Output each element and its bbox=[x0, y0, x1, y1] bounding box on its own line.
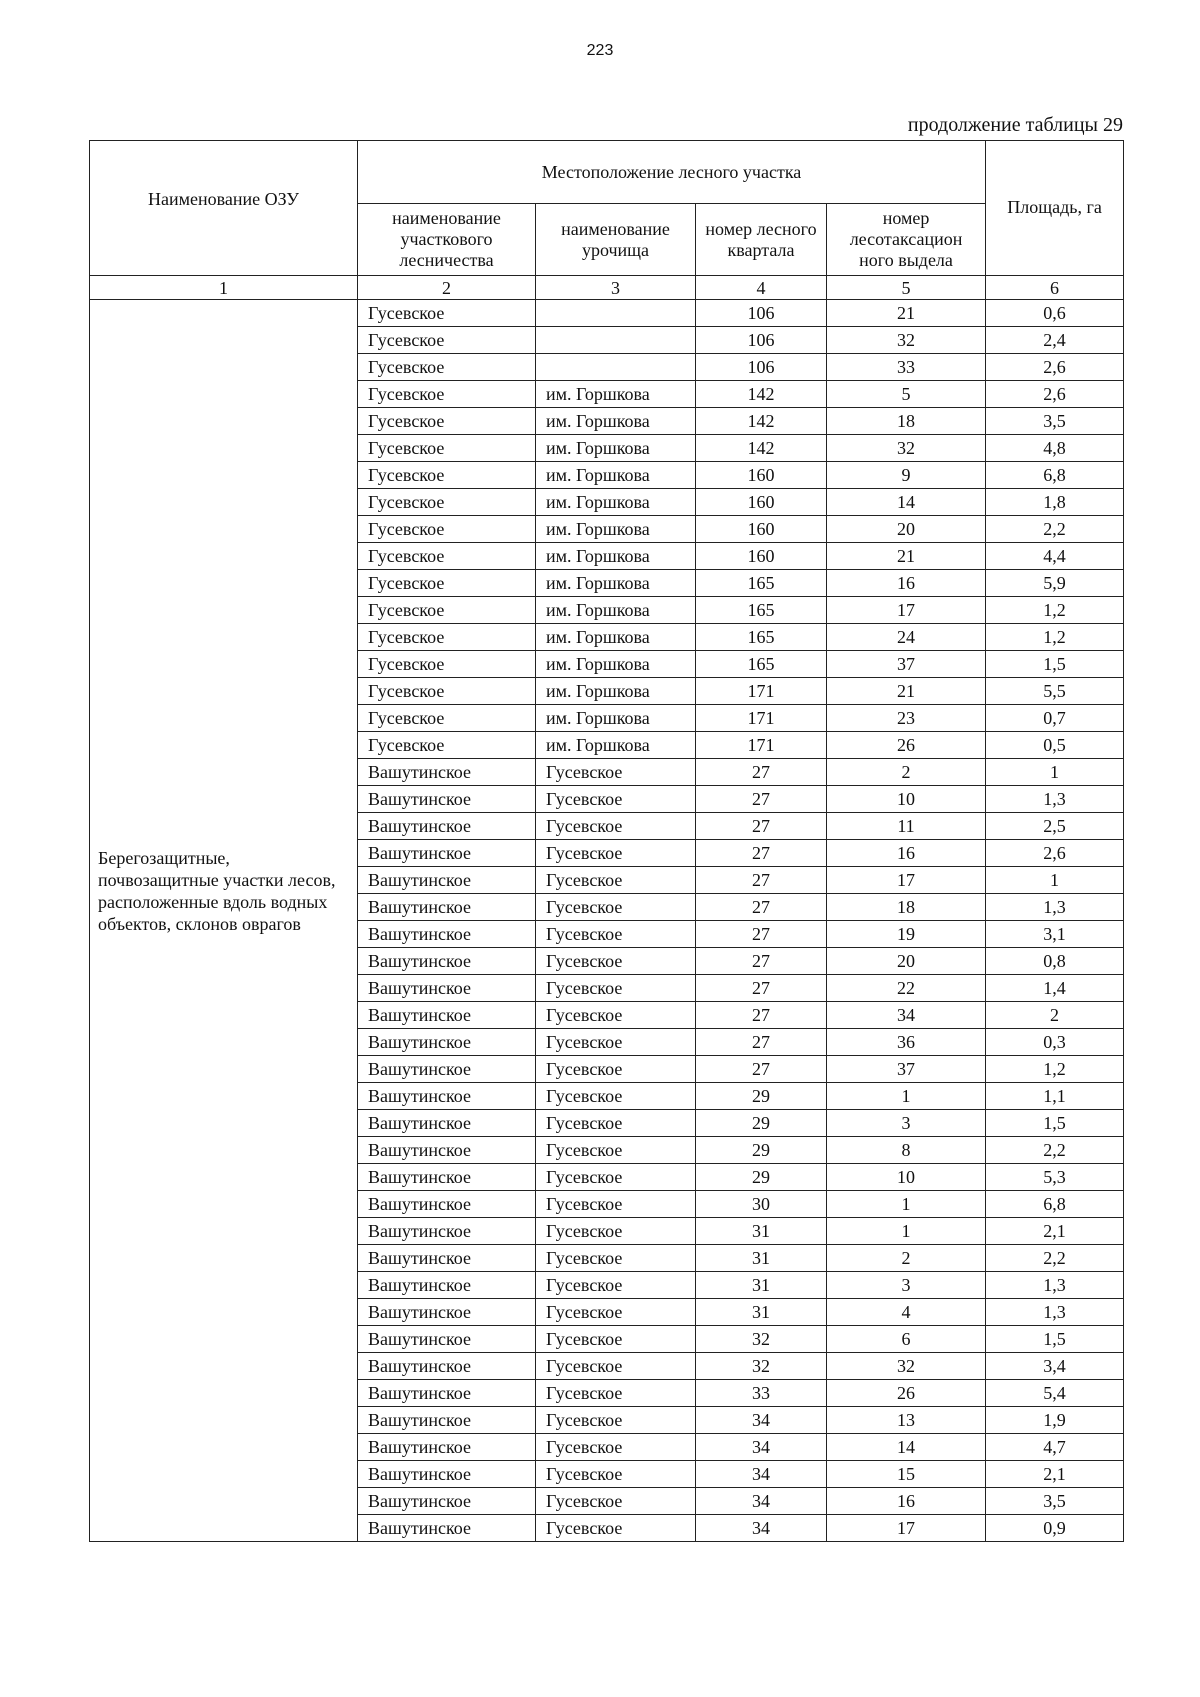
kvartal-cell: 160 bbox=[696, 543, 827, 570]
lesnichestvo-cell: Гусевское bbox=[358, 516, 536, 543]
urochishche-cell bbox=[536, 327, 696, 354]
kvartal-cell: 27 bbox=[696, 975, 827, 1002]
lesnichestvo-cell: Вашутинское bbox=[358, 867, 536, 894]
urochishche-cell: им. Горшкова bbox=[536, 570, 696, 597]
area-cell: 5,5 bbox=[986, 678, 1124, 705]
header-lesnichestvo: наименование участкового лесничества bbox=[358, 204, 536, 276]
urochishche-cell: Гусевское bbox=[536, 1191, 696, 1218]
vydel-cell: 21 bbox=[827, 300, 986, 327]
vydel-cell: 15 bbox=[827, 1461, 986, 1488]
urochishche-cell: им. Горшкова bbox=[536, 489, 696, 516]
table-row bbox=[90, 300, 1124, 327]
lesnichestvo-cell: Гусевское bbox=[358, 570, 536, 597]
vydel-cell: 32 bbox=[827, 327, 986, 354]
vydel-cell: 18 bbox=[827, 408, 986, 435]
vydel-cell: 3 bbox=[827, 1110, 986, 1137]
vydel-cell: 3 bbox=[827, 1272, 986, 1299]
kvartal-cell: 34 bbox=[696, 1434, 827, 1461]
lesnichestvo-cell: Вашутинское bbox=[358, 759, 536, 786]
kvartal-cell: 106 bbox=[696, 354, 827, 381]
area-cell: 0,3 bbox=[986, 1029, 1124, 1056]
ozu-name-cell: Берегозащитные, почвозащитные участки лесов, расположенные вдоль водных объектов, склонов оврагов bbox=[90, 300, 358, 1542]
kvartal-cell: 165 bbox=[696, 624, 827, 651]
vydel-cell: 4 bbox=[827, 1299, 986, 1326]
urochishche-cell bbox=[536, 300, 696, 327]
urochishche-cell: Гусевское bbox=[536, 1434, 696, 1461]
urochishche-cell: Гусевское bbox=[536, 1029, 696, 1056]
area-cell: 1 bbox=[986, 759, 1124, 786]
vydel-cell: 19 bbox=[827, 921, 986, 948]
kvartal-cell: 29 bbox=[696, 1110, 827, 1137]
lesnichestvo-cell: Вашутинское bbox=[358, 894, 536, 921]
vydel-cell: 20 bbox=[827, 516, 986, 543]
urochishche-cell: Гусевское bbox=[536, 948, 696, 975]
vydel-cell: 24 bbox=[827, 624, 986, 651]
urochishche-cell: им. Горшкова bbox=[536, 624, 696, 651]
lesnichestvo-cell: Вашутинское bbox=[358, 1245, 536, 1272]
kvartal-cell: 160 bbox=[696, 516, 827, 543]
lesnichestvo-cell: Вашутинское bbox=[358, 1272, 536, 1299]
kvartal-cell: 27 bbox=[696, 786, 827, 813]
urochishche-cell: Гусевское bbox=[536, 1380, 696, 1407]
kvartal-cell: 29 bbox=[696, 1083, 827, 1110]
kvartal-cell: 27 bbox=[696, 813, 827, 840]
vydel-cell: 9 bbox=[827, 462, 986, 489]
lesnichestvo-cell: Вашутинское bbox=[358, 1164, 536, 1191]
urochishche-cell: Гусевское bbox=[536, 1326, 696, 1353]
vydel-cell: 17 bbox=[827, 1515, 986, 1542]
urochishche-cell: Гусевское bbox=[536, 921, 696, 948]
vydel-cell: 37 bbox=[827, 651, 986, 678]
urochishche-cell: Гусевское bbox=[536, 1245, 696, 1272]
area-cell: 3,1 bbox=[986, 921, 1124, 948]
header-area: Площадь, га bbox=[986, 141, 1124, 276]
urochishche-cell: им. Горшкова bbox=[536, 678, 696, 705]
vydel-cell: 1 bbox=[827, 1083, 986, 1110]
lesnichestvo-cell: Вашутинское bbox=[358, 1407, 536, 1434]
urochishche-cell: Гусевское bbox=[536, 1218, 696, 1245]
vydel-cell: 26 bbox=[827, 1380, 986, 1407]
urochishche-cell: Гусевское bbox=[536, 867, 696, 894]
kvartal-cell: 32 bbox=[696, 1326, 827, 1353]
area-cell: 0,8 bbox=[986, 948, 1124, 975]
vydel-cell: 18 bbox=[827, 894, 986, 921]
urochishche-cell: Гусевское bbox=[536, 1515, 696, 1542]
urochishche-cell: им. Горшкова bbox=[536, 651, 696, 678]
kvartal-cell: 142 bbox=[696, 435, 827, 462]
area-cell: 2,1 bbox=[986, 1461, 1124, 1488]
kvartal-cell: 33 bbox=[696, 1380, 827, 1407]
vydel-cell: 34 bbox=[827, 1002, 986, 1029]
vydel-cell: 10 bbox=[827, 786, 986, 813]
urochishche-cell: Гусевское bbox=[536, 1353, 696, 1380]
kvartal-cell: 171 bbox=[696, 705, 827, 732]
area-cell: 4,8 bbox=[986, 435, 1124, 462]
area-cell: 1,3 bbox=[986, 786, 1124, 813]
kvartal-cell: 31 bbox=[696, 1299, 827, 1326]
lesnichestvo-cell: Вашутинское bbox=[358, 840, 536, 867]
area-cell: 5,4 bbox=[986, 1380, 1124, 1407]
area-cell: 1,8 bbox=[986, 489, 1124, 516]
lesnichestvo-cell: Гусевское bbox=[358, 651, 536, 678]
vydel-cell: 10 bbox=[827, 1164, 986, 1191]
kvartal-cell: 31 bbox=[696, 1218, 827, 1245]
vydel-cell: 26 bbox=[827, 732, 986, 759]
area-cell: 6,8 bbox=[986, 1191, 1124, 1218]
area-cell: 1,4 bbox=[986, 975, 1124, 1002]
vydel-cell: 14 bbox=[827, 489, 986, 516]
urochishche-cell: им. Горшкова bbox=[536, 435, 696, 462]
kvartal-cell: 31 bbox=[696, 1272, 827, 1299]
area-cell: 1,1 bbox=[986, 1083, 1124, 1110]
urochishche-cell: Гусевское bbox=[536, 1056, 696, 1083]
urochishche-cell: Гусевское bbox=[536, 1110, 696, 1137]
area-cell: 1 bbox=[986, 867, 1124, 894]
kvartal-cell: 160 bbox=[696, 489, 827, 516]
area-cell: 1,5 bbox=[986, 1326, 1124, 1353]
kvartal-cell: 165 bbox=[696, 597, 827, 624]
vydel-cell: 16 bbox=[827, 1488, 986, 1515]
column-number: 1 bbox=[90, 276, 358, 300]
kvartal-cell: 160 bbox=[696, 462, 827, 489]
area-cell: 6,8 bbox=[986, 462, 1124, 489]
area-cell: 1,3 bbox=[986, 1272, 1124, 1299]
urochishche-cell: Гусевское bbox=[536, 1461, 696, 1488]
area-cell: 1,2 bbox=[986, 1056, 1124, 1083]
area-cell: 4,7 bbox=[986, 1434, 1124, 1461]
column-number: 2 bbox=[358, 276, 536, 300]
kvartal-cell: 171 bbox=[696, 732, 827, 759]
vydel-cell: 36 bbox=[827, 1029, 986, 1056]
lesnichestvo-cell: Гусевское bbox=[358, 543, 536, 570]
lesnichestvo-cell: Гусевское bbox=[358, 327, 536, 354]
lesnichestvo-cell: Гусевское bbox=[358, 462, 536, 489]
area-cell: 2,2 bbox=[986, 1137, 1124, 1164]
kvartal-cell: 106 bbox=[696, 327, 827, 354]
vydel-cell: 14 bbox=[827, 1434, 986, 1461]
kvartal-cell: 171 bbox=[696, 678, 827, 705]
urochishche-cell: Гусевское bbox=[536, 1164, 696, 1191]
vydel-cell: 16 bbox=[827, 570, 986, 597]
lesnichestvo-cell: Гусевское bbox=[358, 705, 536, 732]
area-cell: 2,1 bbox=[986, 1218, 1124, 1245]
lesnichestvo-cell: Вашутинское bbox=[358, 786, 536, 813]
kvartal-cell: 27 bbox=[696, 894, 827, 921]
urochishche-cell: Гусевское bbox=[536, 1137, 696, 1164]
lesnichestvo-cell: Вашутинское bbox=[358, 1515, 536, 1542]
area-cell: 2,4 bbox=[986, 327, 1124, 354]
vydel-cell: 6 bbox=[827, 1326, 986, 1353]
urochishche-cell: Гусевское bbox=[536, 1299, 696, 1326]
column-number: 4 bbox=[696, 276, 827, 300]
area-cell: 2,6 bbox=[986, 381, 1124, 408]
area-cell: 1,9 bbox=[986, 1407, 1124, 1434]
area-cell: 3,5 bbox=[986, 1488, 1124, 1515]
urochishche-cell: Гусевское bbox=[536, 1083, 696, 1110]
vydel-cell: 33 bbox=[827, 354, 986, 381]
vydel-cell: 32 bbox=[827, 435, 986, 462]
vydel-cell: 17 bbox=[827, 597, 986, 624]
urochishche-cell: им. Горшкова bbox=[536, 516, 696, 543]
urochishche-cell: Гусевское bbox=[536, 1407, 696, 1434]
table-caption: продолжение таблицы 29 bbox=[907, 114, 1123, 136]
urochishche-cell: Гусевское bbox=[536, 813, 696, 840]
area-cell: 1,5 bbox=[986, 1110, 1124, 1137]
vydel-cell: 13 bbox=[827, 1407, 986, 1434]
area-cell: 1,3 bbox=[986, 1299, 1124, 1326]
urochishche-cell bbox=[536, 354, 696, 381]
urochishche-cell: им. Горшкова bbox=[536, 543, 696, 570]
kvartal-cell: 29 bbox=[696, 1164, 827, 1191]
urochishche-cell: им. Горшкова bbox=[536, 705, 696, 732]
area-cell: 2,2 bbox=[986, 516, 1124, 543]
lesnichestvo-cell: Гусевское bbox=[358, 678, 536, 705]
area-cell: 0,9 bbox=[986, 1515, 1124, 1542]
lesnichestvo-cell: Гусевское bbox=[358, 435, 536, 462]
urochishche-cell: Гусевское bbox=[536, 894, 696, 921]
vydel-cell: 20 bbox=[827, 948, 986, 975]
urochishche-cell: им. Горшкова bbox=[536, 381, 696, 408]
kvartal-cell: 29 bbox=[696, 1137, 827, 1164]
lesnichestvo-cell: Вашутинское bbox=[358, 1461, 536, 1488]
kvartal-cell: 142 bbox=[696, 381, 827, 408]
kvartal-cell: 27 bbox=[696, 948, 827, 975]
urochishche-cell: Гусевское bbox=[536, 840, 696, 867]
area-cell: 1,5 bbox=[986, 651, 1124, 678]
kvartal-cell: 27 bbox=[696, 1029, 827, 1056]
lesnichestvo-cell: Вашутинское bbox=[358, 948, 536, 975]
area-cell: 5,9 bbox=[986, 570, 1124, 597]
header-vydel: номер лесотаксацион ного выдела bbox=[827, 204, 986, 276]
column-number: 6 bbox=[986, 276, 1124, 300]
kvartal-cell: 106 bbox=[696, 300, 827, 327]
area-cell: 2,6 bbox=[986, 354, 1124, 381]
area-cell: 2 bbox=[986, 1002, 1124, 1029]
kvartal-cell: 32 bbox=[696, 1353, 827, 1380]
lesnichestvo-cell: Вашутинское bbox=[358, 813, 536, 840]
lesnichestvo-cell: Гусевское bbox=[358, 381, 536, 408]
kvartal-cell: 27 bbox=[696, 840, 827, 867]
vydel-cell: 11 bbox=[827, 813, 986, 840]
area-cell: 1,3 bbox=[986, 894, 1124, 921]
header-ozu-name: Наименование ОЗУ bbox=[90, 141, 358, 276]
vydel-cell: 21 bbox=[827, 678, 986, 705]
urochishche-cell: им. Горшкова bbox=[536, 732, 696, 759]
vydel-cell: 2 bbox=[827, 1245, 986, 1272]
vydel-cell: 1 bbox=[827, 1191, 986, 1218]
area-cell: 4,4 bbox=[986, 543, 1124, 570]
area-cell: 1,2 bbox=[986, 624, 1124, 651]
lesnichestvo-cell: Вашутинское bbox=[358, 1137, 536, 1164]
lesnichestvo-cell: Вашутинское bbox=[358, 1434, 536, 1461]
vydel-cell: 23 bbox=[827, 705, 986, 732]
vydel-cell: 16 bbox=[827, 840, 986, 867]
vydel-cell: 5 bbox=[827, 381, 986, 408]
urochishche-cell: Гусевское bbox=[536, 786, 696, 813]
lesnichestvo-cell: Гусевское bbox=[358, 732, 536, 759]
kvartal-cell: 34 bbox=[696, 1515, 827, 1542]
forest-plots-table bbox=[89, 140, 1124, 1542]
urochishche-cell: Гусевское bbox=[536, 759, 696, 786]
area-cell: 1,2 bbox=[986, 597, 1124, 624]
area-cell: 2,2 bbox=[986, 1245, 1124, 1272]
lesnichestvo-cell: Вашутинское bbox=[358, 975, 536, 1002]
kvartal-cell: 27 bbox=[696, 1002, 827, 1029]
area-cell: 0,6 bbox=[986, 300, 1124, 327]
header-urochishche: наименование урочища bbox=[536, 204, 696, 276]
lesnichestvo-cell: Вашутинское bbox=[358, 1191, 536, 1218]
lesnichestvo-cell: Гусевское bbox=[358, 354, 536, 381]
kvartal-cell: 27 bbox=[696, 921, 827, 948]
area-cell: 2,6 bbox=[986, 840, 1124, 867]
lesnichestvo-cell: Вашутинское bbox=[358, 921, 536, 948]
lesnichestvo-cell: Гусевское bbox=[358, 624, 536, 651]
lesnichestvo-cell: Вашутинское bbox=[358, 1326, 536, 1353]
kvartal-cell: 27 bbox=[696, 759, 827, 786]
area-cell: 3,4 bbox=[986, 1353, 1124, 1380]
header-location: Местоположение лесного участка bbox=[358, 141, 986, 204]
lesnichestvo-cell: Вашутинское bbox=[358, 1110, 536, 1137]
lesnichestvo-cell: Гусевское bbox=[358, 597, 536, 624]
urochishche-cell: Гусевское bbox=[536, 1272, 696, 1299]
area-cell: 3,5 bbox=[986, 408, 1124, 435]
kvartal-cell: 142 bbox=[696, 408, 827, 435]
kvartal-cell: 27 bbox=[696, 1056, 827, 1083]
vydel-cell: 2 bbox=[827, 759, 986, 786]
urochishche-cell: им. Горшкова bbox=[536, 462, 696, 489]
lesnichestvo-cell: Вашутинское bbox=[358, 1488, 536, 1515]
kvartal-cell: 31 bbox=[696, 1245, 827, 1272]
urochishche-cell: Гусевское bbox=[536, 975, 696, 1002]
kvartal-cell: 34 bbox=[696, 1461, 827, 1488]
urochishche-cell: им. Горшкова bbox=[536, 408, 696, 435]
kvartal-cell: 30 bbox=[696, 1191, 827, 1218]
lesnichestvo-cell: Вашутинское bbox=[358, 1029, 536, 1056]
lesnichestvo-cell: Вашутинское bbox=[358, 1353, 536, 1380]
kvartal-cell: 34 bbox=[696, 1407, 827, 1434]
page-number: 223 bbox=[586, 42, 614, 59]
area-cell: 2,5 bbox=[986, 813, 1124, 840]
kvartal-cell: 165 bbox=[696, 651, 827, 678]
lesnichestvo-cell: Вашутинское bbox=[358, 1002, 536, 1029]
lesnichestvo-cell: Вашутинское bbox=[358, 1056, 536, 1083]
vydel-cell: 32 bbox=[827, 1353, 986, 1380]
area-cell: 0,5 bbox=[986, 732, 1124, 759]
lesnichestvo-cell: Вашутинское bbox=[358, 1380, 536, 1407]
lesnichestvo-cell: Гусевское bbox=[358, 489, 536, 516]
column-number: 5 bbox=[827, 276, 986, 300]
lesnichestvo-cell: Гусевское bbox=[358, 408, 536, 435]
column-number: 3 bbox=[536, 276, 696, 300]
urochishche-cell: им. Горшкова bbox=[536, 597, 696, 624]
lesnichestvo-cell: Гусевское bbox=[358, 300, 536, 327]
lesnichestvo-cell: Вашутинское bbox=[358, 1218, 536, 1245]
vydel-cell: 1 bbox=[827, 1218, 986, 1245]
vydel-cell: 21 bbox=[827, 543, 986, 570]
urochishche-cell: Гусевское bbox=[536, 1002, 696, 1029]
area-cell: 0,7 bbox=[986, 705, 1124, 732]
table-body bbox=[90, 300, 1124, 1542]
vydel-cell: 8 bbox=[827, 1137, 986, 1164]
header-kvartal: номер лесного квартала bbox=[696, 204, 827, 276]
kvartal-cell: 27 bbox=[696, 867, 827, 894]
kvartal-cell: 165 bbox=[696, 570, 827, 597]
area-cell: 5,3 bbox=[986, 1164, 1124, 1191]
lesnichestvo-cell: Вашутинское bbox=[358, 1083, 536, 1110]
vydel-cell: 17 bbox=[827, 867, 986, 894]
vydel-cell: 37 bbox=[827, 1056, 986, 1083]
lesnichestvo-cell: Вашутинское bbox=[358, 1299, 536, 1326]
vydel-cell: 22 bbox=[827, 975, 986, 1002]
urochishche-cell: Гусевское bbox=[536, 1488, 696, 1515]
kvartal-cell: 34 bbox=[696, 1488, 827, 1515]
